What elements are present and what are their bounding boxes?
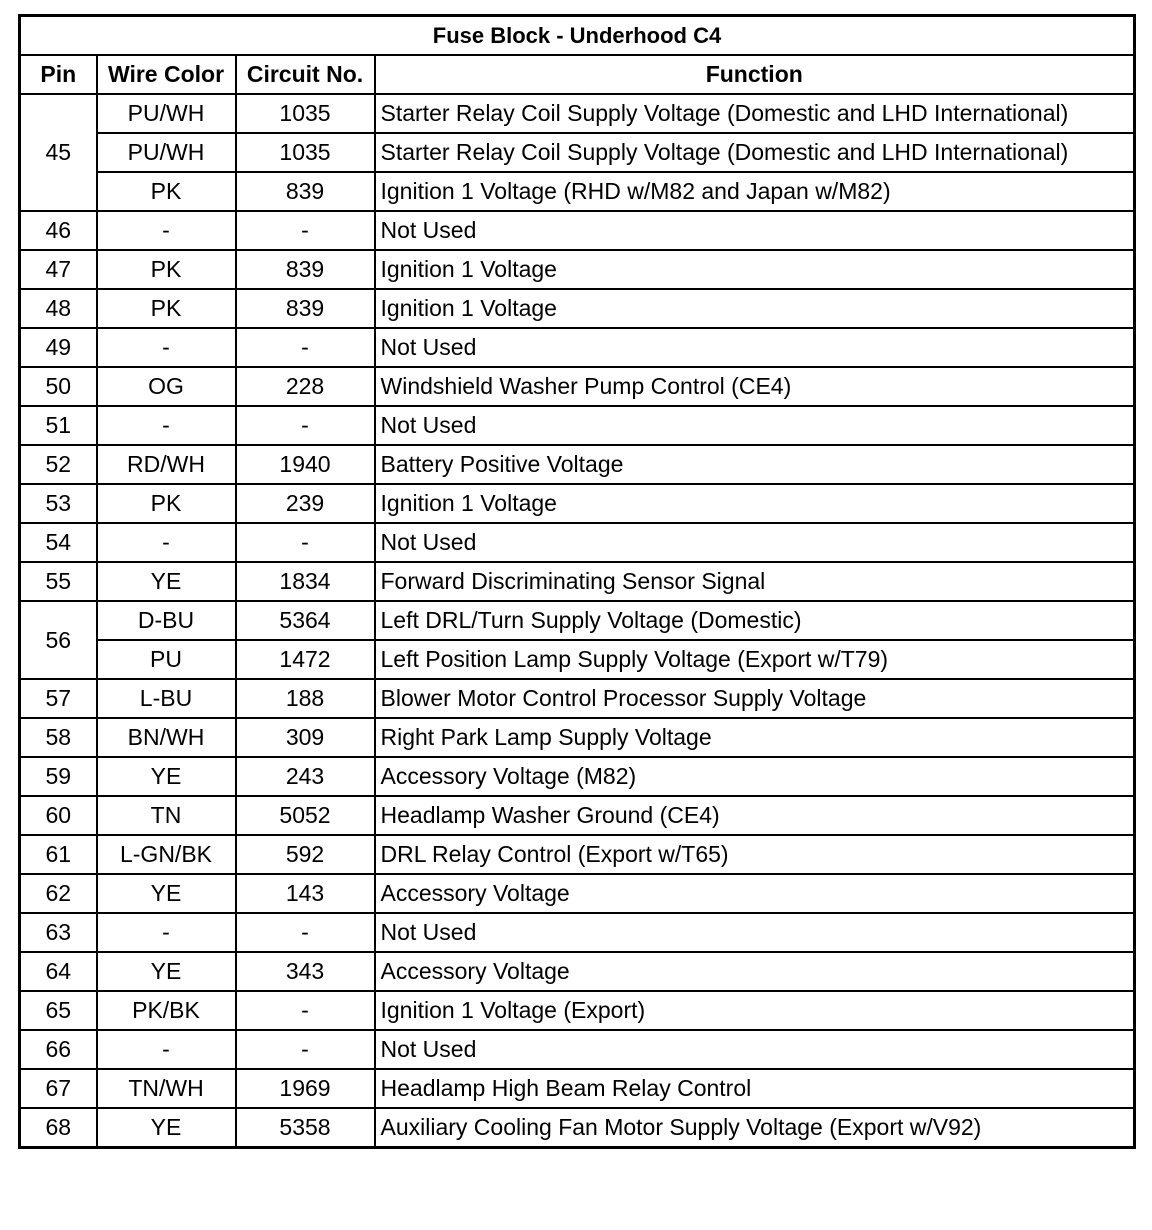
wire-color-column-header: Wire Color: [97, 55, 236, 94]
pin-cell: 57: [20, 679, 97, 718]
table-row: [20, 1069, 1135, 1108]
function-cell: Headlamp High Beam Relay Control: [375, 1069, 1135, 1108]
circuit-cell: 1035: [236, 94, 375, 133]
function-cell: Ignition 1 Voltage: [375, 250, 1135, 289]
wire-color-cell: PU/WH: [97, 94, 236, 133]
function-cell: Starter Relay Coil Supply Voltage (Domestic and LHD International): [375, 94, 1135, 133]
pin-cell: 50: [20, 367, 97, 406]
table-row: [20, 991, 1135, 1030]
circuit-cell: 1940: [236, 445, 375, 484]
function-cell: Battery Positive Voltage: [375, 445, 1135, 484]
table-row: [20, 328, 1135, 367]
function-cell: Ignition 1 Voltage: [375, 289, 1135, 328]
pin-cell: 51: [20, 406, 97, 445]
circuit-cell: 592: [236, 835, 375, 874]
pin-cell: 63: [20, 913, 97, 952]
function-cell: Starter Relay Coil Supply Voltage (Domestic and LHD International): [375, 133, 1135, 172]
table-row: [20, 289, 1135, 328]
wire-color-cell: YE: [97, 1108, 236, 1148]
function-cell: Not Used: [375, 913, 1135, 952]
function-cell: Blower Motor Control Processor Supply Voltage: [375, 679, 1135, 718]
wire-color-cell: RD/WH: [97, 445, 236, 484]
table-row: [20, 913, 1135, 952]
circuit-cell: 239: [236, 484, 375, 523]
table-row: [20, 133, 1135, 172]
table-row: [20, 952, 1135, 991]
pin-cell: 53: [20, 484, 97, 523]
pin-cell: 62: [20, 874, 97, 913]
function-cell: Ignition 1 Voltage (RHD w/M82 and Japan w/M82): [375, 172, 1135, 211]
title-row: [20, 16, 1135, 56]
function-cell: DRL Relay Control (Export w/T65): [375, 835, 1135, 874]
function-cell: Forward Discriminating Sensor Signal: [375, 562, 1135, 601]
circuit-cell: -: [236, 406, 375, 445]
circuit-cell: 228: [236, 367, 375, 406]
wire-color-cell: BN/WH: [97, 718, 236, 757]
pin-cell: 52: [20, 445, 97, 484]
wire-color-cell: L-GN/BK: [97, 835, 236, 874]
function-cell: Windshield Washer Pump Control (CE4): [375, 367, 1135, 406]
circuit-cell: 343: [236, 952, 375, 991]
wire-color-cell: TN: [97, 796, 236, 835]
table-row: [20, 718, 1135, 757]
function-cell: Left Position Lamp Supply Voltage (Export w/T79): [375, 640, 1135, 679]
table-body: [20, 94, 1135, 1148]
table-row: [20, 874, 1135, 913]
circuit-cell: -: [236, 991, 375, 1030]
function-cell: Not Used: [375, 406, 1135, 445]
function-cell: Accessory Voltage: [375, 952, 1135, 991]
pin-cell: 60: [20, 796, 97, 835]
table-row: [20, 367, 1135, 406]
function-cell: Left DRL/Turn Supply Voltage (Domestic): [375, 601, 1135, 640]
wire-color-cell: PK: [97, 289, 236, 328]
table-row: [20, 211, 1135, 250]
table-row: [20, 250, 1135, 289]
wire-color-cell: YE: [97, 562, 236, 601]
function-cell: Ignition 1 Voltage: [375, 484, 1135, 523]
function-cell: Right Park Lamp Supply Voltage: [375, 718, 1135, 757]
pin-column-header: Pin: [20, 55, 97, 94]
wire-color-cell: OG: [97, 367, 236, 406]
circuit-cell: 1472: [236, 640, 375, 679]
pin-cell: 48: [20, 289, 97, 328]
pin-cell: 45: [20, 94, 97, 211]
pin-cell: 58: [20, 718, 97, 757]
wire-color-cell: L-BU: [97, 679, 236, 718]
circuit-cell: 143: [236, 874, 375, 913]
connector-pinout-table: [18, 14, 1136, 1149]
table-row: [20, 445, 1135, 484]
pin-cell: 49: [20, 328, 97, 367]
table-row: [20, 835, 1135, 874]
table-row: [20, 601, 1135, 640]
function-column-header: Function: [375, 55, 1135, 94]
function-cell: Accessory Voltage: [375, 874, 1135, 913]
wire-color-cell: PK/BK: [97, 991, 236, 1030]
circuit-cell: 243: [236, 757, 375, 796]
function-cell: Not Used: [375, 328, 1135, 367]
circuit-cell: -: [236, 913, 375, 952]
wire-color-cell: -: [97, 1030, 236, 1069]
header-row: [20, 55, 1135, 94]
pin-cell: 59: [20, 757, 97, 796]
pin-cell: 67: [20, 1069, 97, 1108]
circuit-cell: 309: [236, 718, 375, 757]
wire-color-cell: PU: [97, 640, 236, 679]
wire-color-cell: D-BU: [97, 601, 236, 640]
circuit-cell: -: [236, 211, 375, 250]
function-cell: Accessory Voltage (M82): [375, 757, 1135, 796]
wire-color-cell: -: [97, 913, 236, 952]
circuit-cell: -: [236, 328, 375, 367]
table-row: [20, 562, 1135, 601]
wire-color-cell: TN/WH: [97, 1069, 236, 1108]
wire-color-cell: YE: [97, 952, 236, 991]
circuit-cell: -: [236, 1030, 375, 1069]
pin-cell: 54: [20, 523, 97, 562]
circuit-cell: -: [236, 523, 375, 562]
wire-color-cell: YE: [97, 757, 236, 796]
table-row: [20, 679, 1135, 718]
wire-color-cell: -: [97, 406, 236, 445]
wire-color-cell: YE: [97, 874, 236, 913]
pin-cell: 46: [20, 211, 97, 250]
wire-color-cell: -: [97, 328, 236, 367]
pin-cell: 66: [20, 1030, 97, 1069]
wire-color-cell: PU/WH: [97, 133, 236, 172]
circuit-cell: 5052: [236, 796, 375, 835]
circuit-cell: 839: [236, 289, 375, 328]
function-cell: Not Used: [375, 211, 1135, 250]
function-cell: Ignition 1 Voltage (Export): [375, 991, 1135, 1030]
wire-color-cell: PK: [97, 250, 236, 289]
table-row: [20, 484, 1135, 523]
wire-color-cell: -: [97, 523, 236, 562]
wire-color-cell: PK: [97, 172, 236, 211]
circuit-cell: 1969: [236, 1069, 375, 1108]
table-title: Fuse Block - Underhood C4: [20, 16, 1135, 56]
wire-color-cell: -: [97, 211, 236, 250]
pin-cell: 56: [20, 601, 97, 679]
table-row: [20, 796, 1135, 835]
function-cell: Auxiliary Cooling Fan Motor Supply Voltage (Export w/V92): [375, 1108, 1135, 1148]
table-row: [20, 94, 1135, 133]
circuit-cell: 839: [236, 250, 375, 289]
pin-cell: 47: [20, 250, 97, 289]
pin-cell: 68: [20, 1108, 97, 1148]
table-row: [20, 757, 1135, 796]
function-cell: Not Used: [375, 523, 1135, 562]
circuit-cell: 1035: [236, 133, 375, 172]
circuit-cell: 1834: [236, 562, 375, 601]
table-row: [20, 523, 1135, 562]
pin-cell: 61: [20, 835, 97, 874]
circuit-cell: 5358: [236, 1108, 375, 1148]
function-cell: Not Used: [375, 1030, 1135, 1069]
table-row: [20, 1108, 1135, 1148]
circuit-cell: 188: [236, 679, 375, 718]
circuit-column-header: Circuit No.: [236, 55, 375, 94]
table-row: [20, 640, 1135, 679]
table-row: [20, 406, 1135, 445]
pin-cell: 55: [20, 562, 97, 601]
circuit-cell: 839: [236, 172, 375, 211]
circuit-cell: 5364: [236, 601, 375, 640]
pin-cell: 64: [20, 952, 97, 991]
function-cell: Headlamp Washer Ground (CE4): [375, 796, 1135, 835]
pin-cell: 65: [20, 991, 97, 1030]
table-row: [20, 172, 1135, 211]
table-row: [20, 1030, 1135, 1069]
wire-color-cell: PK: [97, 484, 236, 523]
